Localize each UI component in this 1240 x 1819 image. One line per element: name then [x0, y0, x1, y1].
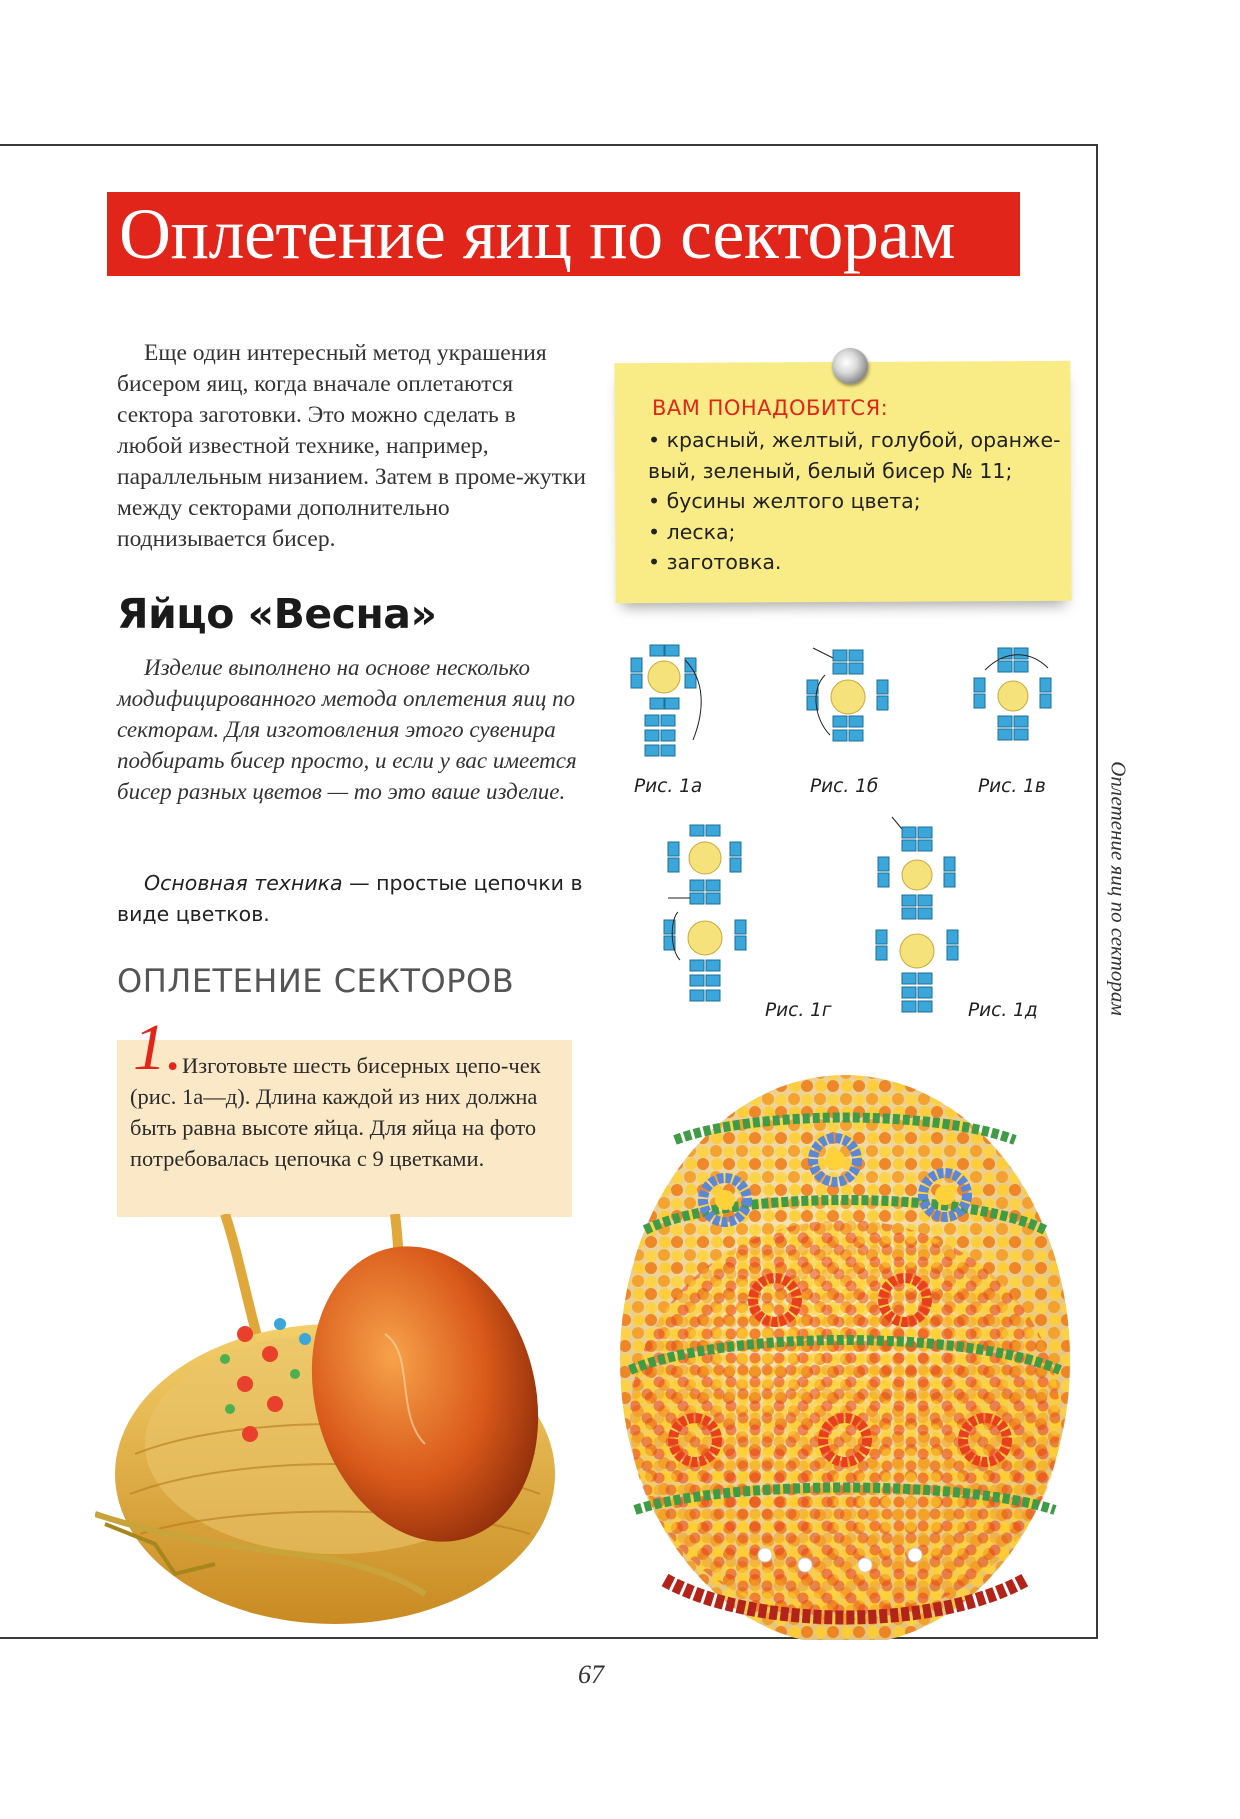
step-number: 1. [133, 1011, 183, 1084]
beaded-egg-photo [605, 1040, 1080, 1640]
egg-subheading: Яйцо «Весна» [117, 590, 437, 638]
materials-list [648, 425, 1068, 578]
materials-item: • красный, желтый, голубой, оранже- [648, 428, 1061, 452]
bead-diagram-1d [650, 820, 760, 1030]
materials-item: • заготовка. [648, 550, 782, 574]
materials-item: • леска; [648, 519, 736, 544]
pushpin-icon [832, 348, 868, 384]
section-heading: ОПЛЕТЕНИЕ СЕКТОРОВ [117, 962, 515, 1000]
bead-diagram-1c [960, 640, 1070, 760]
materials-heading: ВАМ ПОНАДОБИТСЯ: [652, 396, 889, 420]
technique-paragraph [117, 868, 587, 930]
figure-caption-1b: Рис. 1б [810, 776, 879, 797]
page-frame-top [0, 144, 1097, 146]
bead-diagram-1a [615, 640, 715, 760]
figure-caption-1d: Рис. 1г [765, 1000, 832, 1021]
bead-diagram-1b [795, 640, 905, 760]
page-number: 67 [578, 1660, 604, 1689]
page-frame-right [1096, 144, 1098, 1639]
step-text: Изготовьте шесть бисерных цепо-чек (рис. 1а—д). Длина каждой из них должна быть равна высоте яйца. Для яйца на фото потребовалась цепочка с 9 цветками. [130, 1053, 541, 1171]
basket-egg-photo [95, 1214, 600, 1636]
figure-caption-1c: Рис. 1в [978, 776, 1046, 797]
page-title: Оплетение яиц по секторам [107, 192, 1020, 276]
materials-item: вый, зеленый, белый бисер № 11; [648, 458, 1013, 483]
bead-diagram-1e [862, 815, 972, 1030]
technique-text: — простые цепочки в виде цветков. [117, 871, 583, 926]
description-paragraph: Изделие выполнено на основе несколько модифицированного метода оплетения яиц по секторам. Для изготовления этого сувенира подбирать бисер просто, и если у вас имеется бисер разных цветов — то это ваше изделие. [117, 655, 577, 804]
technique-label: Основная техника [144, 871, 343, 895]
materials-item: • бусины желтого цвета; [648, 489, 921, 513]
running-head: Оплетение яиц по секторам [1106, 761, 1131, 1016]
figure-caption-1a: Рис. 1а [634, 776, 703, 797]
intro-paragraph: Еще один интересный метод украшения бисером яиц, когда вначале оплетаются сектора заготовки. Это можно сделать в любой известной технике, например, параллельным низанием. Затем в проме-жутки между секторами дополнительно поднизывается бисер. [117, 340, 586, 552]
figure-caption-1e: Рис. 1д [968, 1000, 1038, 1021]
